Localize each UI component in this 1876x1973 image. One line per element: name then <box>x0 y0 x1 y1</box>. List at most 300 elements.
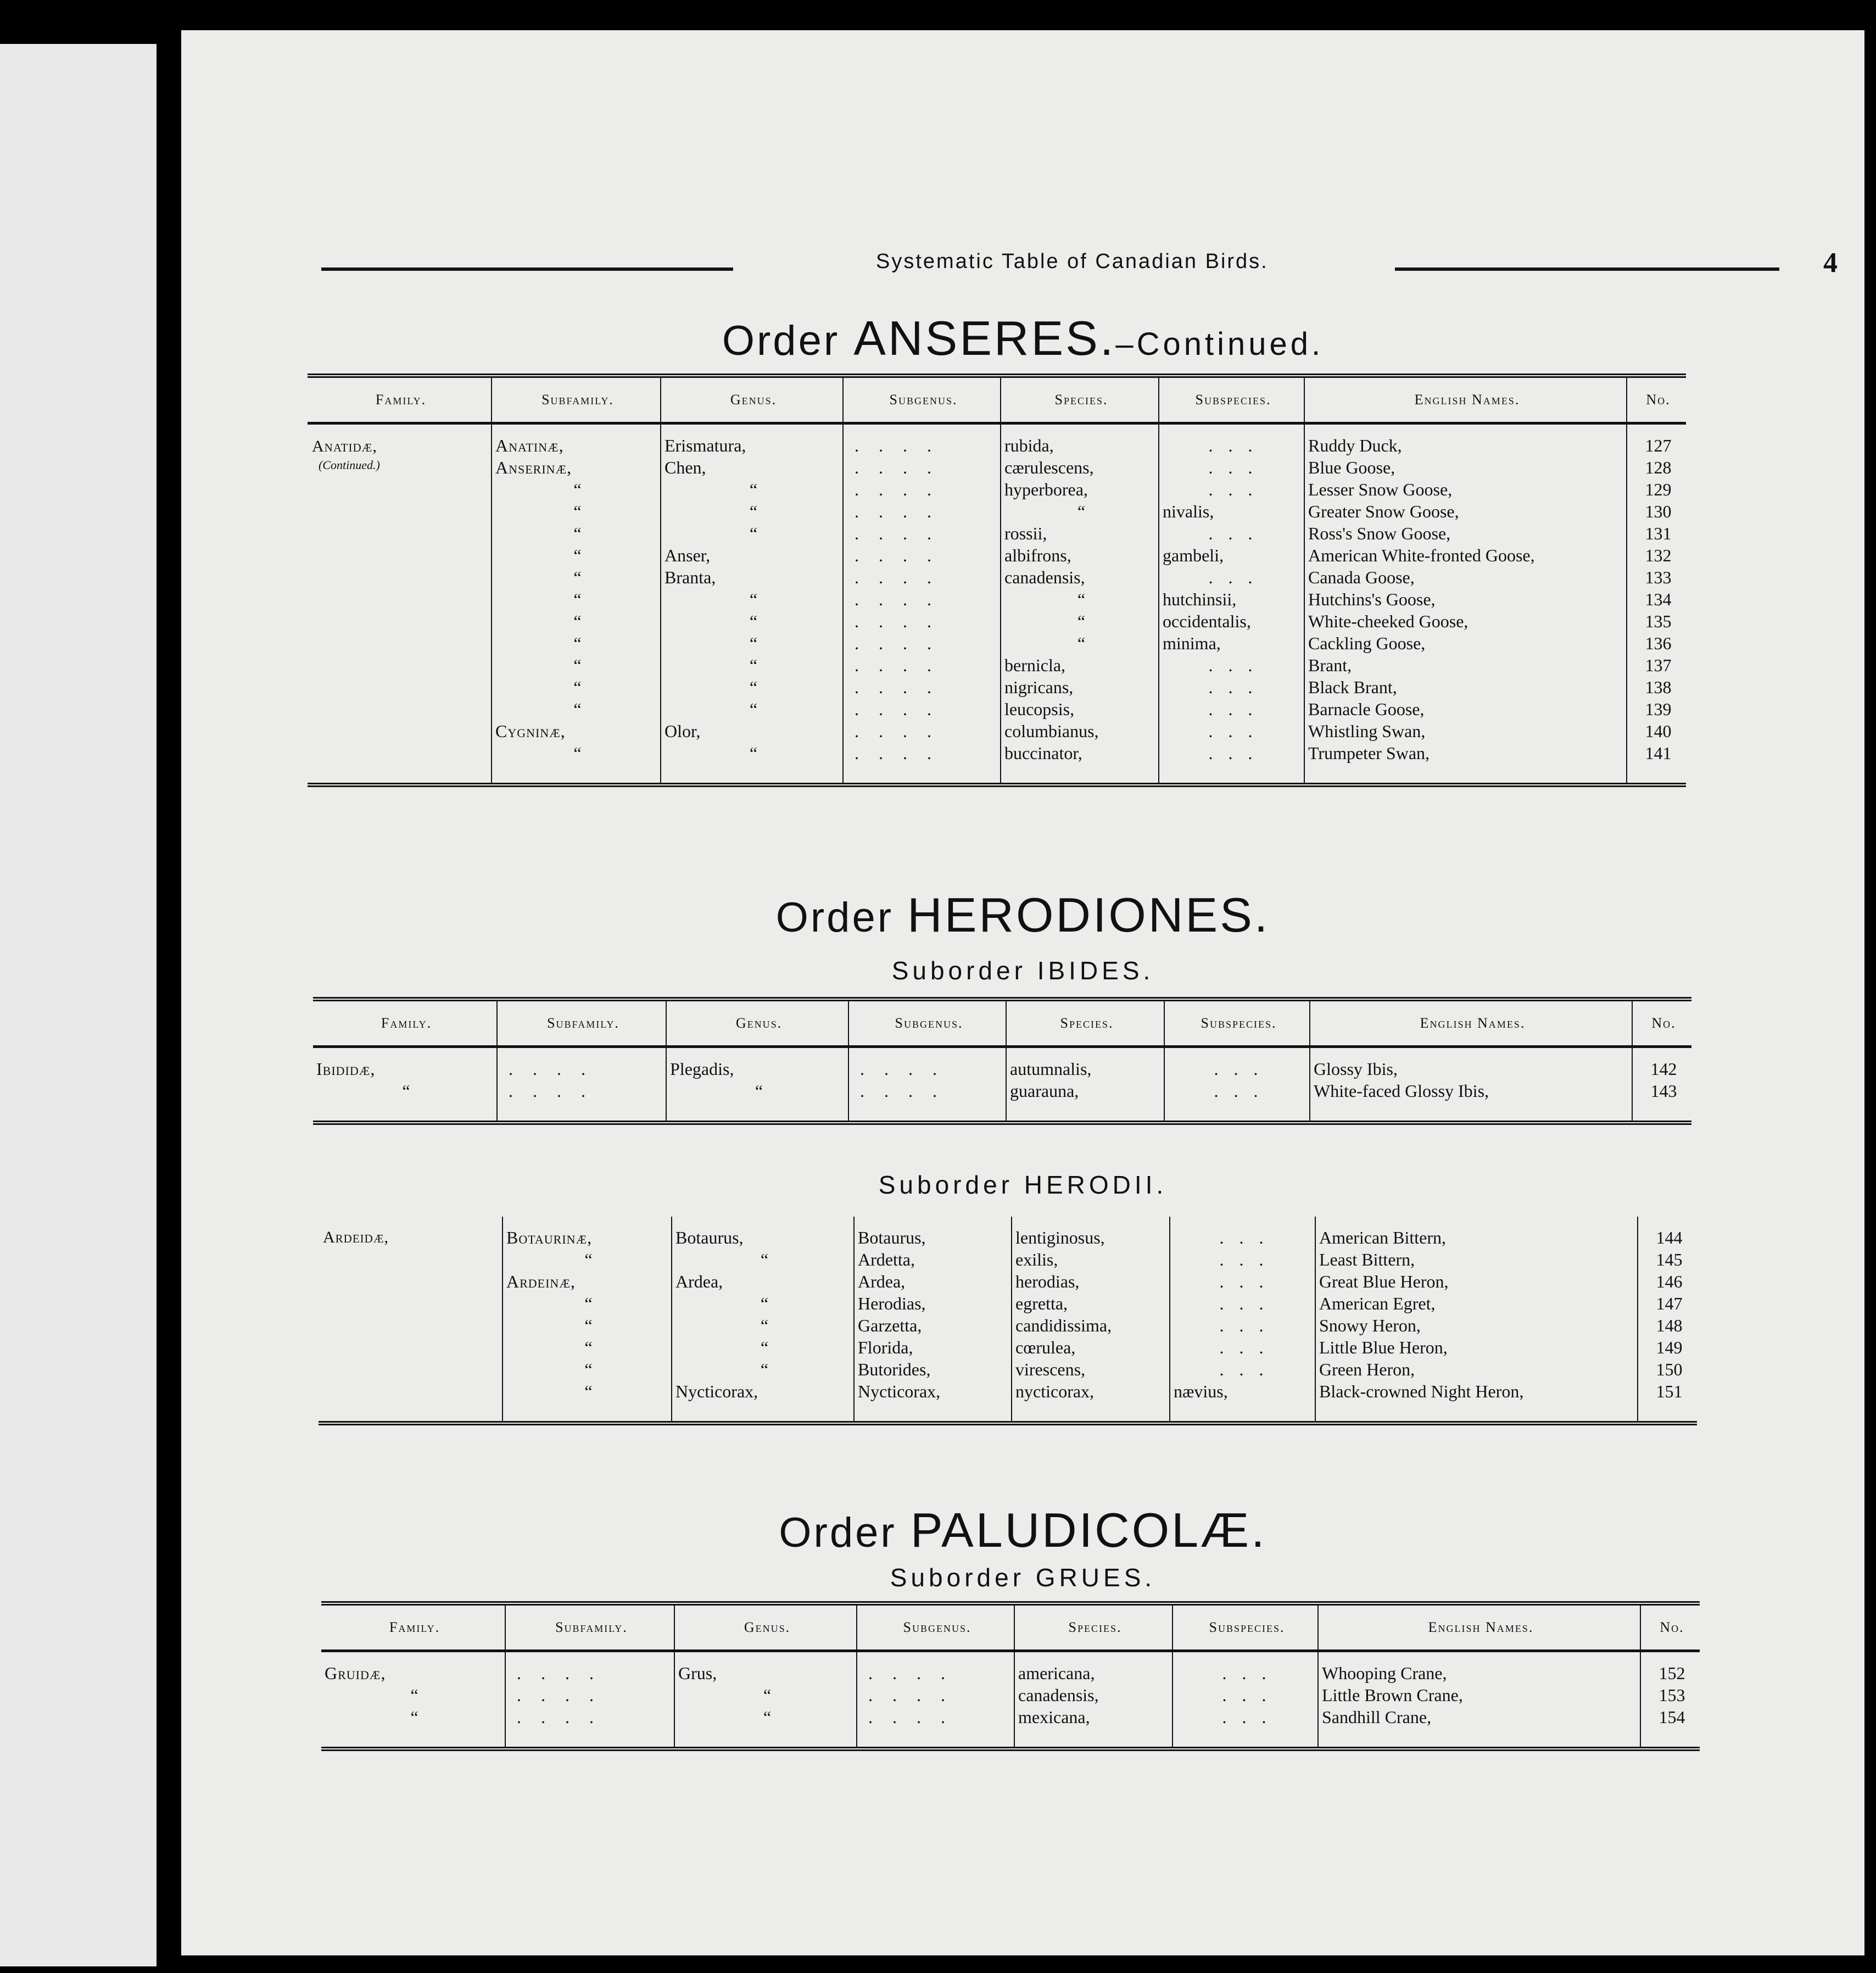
cell-subgenus: Butorides, <box>854 1358 1012 1380</box>
cell-subspecies: . . . <box>1170 1217 1315 1249</box>
cell-species: nycticorax, <box>1012 1380 1170 1423</box>
cell-subfamily: “ <box>492 588 661 610</box>
cell-family <box>308 500 492 522</box>
cell-subgenus: . . . . <box>843 654 1001 676</box>
cell-species: cærulescens, <box>1001 456 1159 478</box>
column-header-subspecies: Subspecies. <box>1173 1603 1318 1651</box>
cell-subspecies: . . . <box>1170 1292 1315 1314</box>
cell-subfamily: “ <box>492 610 661 632</box>
header-rule-left <box>321 267 733 271</box>
column-header-subfamily: Subfamily. <box>505 1603 674 1651</box>
cell-english-name: Black-crowned Night Heron, <box>1315 1380 1638 1423</box>
column-header-species: Species. <box>1014 1603 1173 1651</box>
cell-subspecies: . . . <box>1159 698 1304 720</box>
column-header-subgenus: Subgenus. <box>843 376 1001 423</box>
cell-subspecies: . . . <box>1170 1358 1315 1380</box>
cell-genus: “ <box>661 742 843 785</box>
cell-family <box>308 544 492 566</box>
cell-subspecies: nævius, <box>1170 1380 1315 1423</box>
column-header-subgenus: Subgenus. <box>848 999 1006 1047</box>
cell-species: nigricans, <box>1001 676 1159 698</box>
cell-subgenus: . . . . <box>843 423 1001 457</box>
column-header-number: No. <box>1640 1603 1700 1651</box>
anseres-table <box>308 374 1686 787</box>
table-row <box>319 1358 1697 1380</box>
cell-subgenus: . . . . <box>843 588 1001 610</box>
table-row <box>319 1270 1697 1292</box>
column-header-subgenus: Subgenus. <box>857 1603 1014 1651</box>
cell-subgenus: Herodias, <box>854 1292 1012 1314</box>
cell-subgenus: . . . . <box>848 1047 1006 1080</box>
cell-species: virescens, <box>1012 1358 1170 1380</box>
ibides-table <box>313 997 1691 1125</box>
cell-genus: “ <box>661 478 843 500</box>
running-header-title: Systematic Table of Canadian Birds. <box>876 250 1269 273</box>
cell-english-name: Green Heron, <box>1315 1358 1638 1380</box>
cell-genus: “ <box>661 698 843 720</box>
cell-subspecies: . . . <box>1170 1314 1315 1336</box>
order-heading-herodiones <box>181 887 1864 943</box>
cell-family <box>308 720 492 742</box>
table-row <box>308 742 1686 785</box>
cell-family <box>319 1358 503 1380</box>
cell-subspecies: gambeli, <box>1159 544 1304 566</box>
cell-subfamily: “ <box>503 1292 672 1314</box>
cell-number: 148 <box>1638 1314 1697 1336</box>
cell-genus: Chen, <box>661 456 843 478</box>
cell-subgenus: Nycticorax, <box>854 1380 1012 1423</box>
page <box>181 30 1864 1955</box>
cell-subfamily: “ <box>492 676 661 698</box>
cell-genus: “ <box>672 1292 854 1314</box>
cell-subfamily: Anatinæ, <box>492 423 661 457</box>
cell-subgenus: . . . . <box>843 676 1001 698</box>
table-row <box>313 1080 1691 1123</box>
cell-subspecies: . . . <box>1159 654 1304 676</box>
cell-species: hyperborea, <box>1001 478 1159 500</box>
cell-subspecies: . . . <box>1173 1706 1318 1749</box>
column-header-genus: Genus. <box>666 999 848 1047</box>
table-row <box>319 1217 1697 1249</box>
cell-subspecies: . . . <box>1170 1336 1315 1358</box>
cell-subfamily: “ <box>503 1314 672 1336</box>
cell-subgenus: . . . . <box>843 500 1001 522</box>
cell-species: mexicana, <box>1014 1706 1173 1749</box>
cell-subfamily: “ <box>492 478 661 500</box>
cell-subspecies: . . . <box>1170 1270 1315 1292</box>
cell-number: 140 <box>1627 720 1686 742</box>
cell-number: 154 <box>1640 1706 1700 1749</box>
cell-subfamily: . . . . <box>497 1080 666 1123</box>
cell-genus: Anser, <box>661 544 843 566</box>
cell-subfamily: “ <box>503 1380 672 1423</box>
cell-subfamily: . . . . <box>497 1047 666 1080</box>
column-header-subfamily: Subfamily. <box>497 999 666 1047</box>
cell-english-name: Lesser Snow Goose, <box>1304 478 1627 500</box>
cell-english-name: Great Blue Heron, <box>1315 1270 1638 1292</box>
cell-species: americana, <box>1014 1651 1173 1685</box>
cell-genus: “ <box>672 1336 854 1358</box>
cell-family: “ <box>410 1685 419 1705</box>
column-header-family: Family. <box>313 999 497 1047</box>
cell-english-name: Ruddy Duck, <box>1304 423 1627 457</box>
column-header-family: Family. <box>321 1603 505 1651</box>
cell-subfamily: “ <box>492 544 661 566</box>
cell-subgenus: . . . . <box>843 742 1001 785</box>
cell-subspecies: . . . <box>1159 676 1304 698</box>
cell-english-name: Least Bittern, <box>1315 1249 1638 1270</box>
facing-page-edge <box>0 44 157 1966</box>
cell-number: 134 <box>1627 588 1686 610</box>
cell-genus: “ <box>666 1080 848 1123</box>
order-heading-paludicolae <box>181 1502 1864 1558</box>
cell-species: lentiginosus, <box>1012 1217 1170 1249</box>
cell-family <box>319 1380 503 1423</box>
cell-subspecies: . . . <box>1173 1684 1318 1706</box>
cell-subspecies: . . . <box>1164 1047 1310 1080</box>
cell-genus: Plegadis, <box>666 1047 848 1080</box>
cell-english-name: Cackling Goose, <box>1304 632 1627 654</box>
cell-number: 147 <box>1638 1292 1697 1314</box>
cell-subfamily: Anserinæ, <box>492 456 661 478</box>
cell-english-name: Blue Goose, <box>1304 456 1627 478</box>
cell-species: canadensis, <box>1001 566 1159 588</box>
cell-family <box>308 566 492 588</box>
column-header-family: Family. <box>308 376 492 423</box>
cell-genus: “ <box>674 1684 857 1706</box>
cell-species: albifrons, <box>1001 544 1159 566</box>
order-label: Order <box>775 894 894 941</box>
table-row <box>308 632 1686 654</box>
cell-subspecies: occidentalis, <box>1159 610 1304 632</box>
table-row <box>319 1336 1697 1358</box>
cell-species: rubida, <box>1001 423 1159 457</box>
cell-subgenus: . . . . <box>843 544 1001 566</box>
cell-number: 135 <box>1627 610 1686 632</box>
cell-english-name: Sandhill Crane, <box>1318 1706 1640 1749</box>
cell-genus: Ardea, <box>672 1270 854 1292</box>
cell-english-name: Whistling Swan, <box>1304 720 1627 742</box>
cell-subgenus: . . . . <box>843 522 1001 544</box>
cell-english-name: Ross's Snow Goose, <box>1304 522 1627 544</box>
table-row <box>319 1314 1697 1336</box>
table-row <box>308 500 1686 522</box>
cell-subgenus: Ardea, <box>854 1270 1012 1292</box>
table-row <box>308 423 1686 457</box>
cell-subfamily: “ <box>492 500 661 522</box>
cell-subspecies: . . . <box>1159 423 1304 457</box>
cell-number: 143 <box>1632 1080 1691 1123</box>
cell-genus: Olor, <box>661 720 843 742</box>
cell-family: Gruidæ, <box>325 1663 386 1683</box>
cell-family <box>308 654 492 676</box>
cell-family: “ <box>321 1706 505 1749</box>
cell-subfamily: . . . . <box>505 1651 674 1685</box>
cell-family <box>308 478 492 500</box>
cell-subgenus: . . . . <box>843 566 1001 588</box>
cell-subgenus: Botaurus, <box>854 1217 1012 1249</box>
cell-number: 130 <box>1627 500 1686 522</box>
column-header-number: No. <box>1632 999 1691 1047</box>
table-row <box>308 610 1686 632</box>
cell-english-name: Whooping Crane, <box>1318 1651 1640 1685</box>
cell-genus: Grus, <box>674 1651 857 1685</box>
cell-subgenus: . . . . <box>857 1651 1014 1685</box>
cell-subspecies: hutchinsii, <box>1159 588 1304 610</box>
family-label: Anatidæ, <box>312 437 377 456</box>
cell-genus: “ <box>661 588 843 610</box>
cell-family: “ <box>313 1080 497 1123</box>
column-header-genus: Genus. <box>661 376 843 423</box>
order-name: PALUDICOLÆ. <box>910 1503 1267 1557</box>
column-header-subfamily: Subfamily. <box>492 376 661 423</box>
cell-english-name: Brant, <box>1304 654 1627 676</box>
column-header-english-name: English Names. <box>1318 1603 1640 1651</box>
cell-species: egretta, <box>1012 1292 1170 1314</box>
cell-subgenus: . . . . <box>857 1706 1014 1749</box>
cell-number: 136 <box>1627 632 1686 654</box>
cell-subspecies: . . . <box>1170 1249 1315 1270</box>
cell-english-name: Little Blue Heron, <box>1315 1336 1638 1358</box>
cell-english-name: White-faced Glossy Ibis, <box>1310 1080 1632 1123</box>
cell-number: 145 <box>1638 1249 1697 1270</box>
cell-number: 141 <box>1627 742 1686 785</box>
column-header-english-name: English Names. <box>1304 376 1627 423</box>
cell-genus: Erismatura, <box>661 423 843 457</box>
table-row <box>308 676 1686 698</box>
column-header-genus: Genus. <box>674 1603 857 1651</box>
cell-species: guarauna, <box>1006 1080 1164 1123</box>
cell-number: 152 <box>1640 1651 1700 1685</box>
cell-subgenus: . . . . <box>843 456 1001 478</box>
column-header-species: Species. <box>1006 999 1164 1047</box>
cell-number: 133 <box>1627 566 1686 588</box>
cell-english-name: American Egret, <box>1315 1292 1638 1314</box>
cell-family <box>308 632 492 654</box>
cell-family: Ibididæ, <box>316 1059 376 1079</box>
column-header-species: Species. <box>1001 376 1159 423</box>
table-row <box>321 1706 1700 1749</box>
cell-subfamily: “ <box>492 654 661 676</box>
cell-subfamily: Ardeinæ, <box>503 1270 672 1292</box>
table-row <box>319 1292 1697 1314</box>
cell-genus: “ <box>674 1706 857 1749</box>
cell-genus: Branta, <box>661 566 843 588</box>
cell-species: exilis, <box>1012 1249 1170 1270</box>
cell-number: 151 <box>1638 1380 1697 1423</box>
table-row <box>308 478 1686 500</box>
herodii-table <box>319 1217 1697 1425</box>
cell-number: 132 <box>1627 544 1686 566</box>
cell-english-name: Black Brant, <box>1304 676 1627 698</box>
cell-subfamily: “ <box>503 1249 672 1270</box>
cell-species: bernicla, <box>1001 654 1159 676</box>
cell-genus: “ <box>661 500 843 522</box>
cell-species: “ <box>1001 500 1159 522</box>
suborder-heading-herodii: Suborder HERODII. <box>878 1171 1168 1199</box>
cell-genus: “ <box>661 632 843 654</box>
cell-number: 150 <box>1638 1358 1697 1380</box>
cell-subgenus: Garzetta, <box>854 1314 1012 1336</box>
cell-subspecies: . . . <box>1159 720 1304 742</box>
cell-subfamily: “ <box>503 1336 672 1358</box>
cell-number: 137 <box>1627 654 1686 676</box>
cell-subspecies: minima, <box>1159 632 1304 654</box>
cell-genus: Nycticorax, <box>672 1380 854 1423</box>
cell-family <box>308 522 492 544</box>
cell-family <box>319 1270 503 1292</box>
cell-number: 129 <box>1627 478 1686 500</box>
cell-subgenus: . . . . <box>843 478 1001 500</box>
column-header-number: No. <box>1627 376 1686 423</box>
cell-english-name: American Bittern, <box>1315 1217 1638 1249</box>
cell-subgenus: Ardetta, <box>854 1249 1012 1270</box>
cell-english-name: Trumpeter Swan, <box>1304 742 1627 785</box>
suborder-heading-ibides: Suborder IBIDES. <box>891 956 1154 985</box>
cell-number: 127 <box>1627 423 1686 457</box>
cell-family <box>319 1336 503 1358</box>
cell-english-name: Little Brown Crane, <box>1318 1684 1640 1706</box>
cell-subspecies: . . . <box>1159 478 1304 500</box>
order-label: Order <box>779 1509 897 1556</box>
cell-subgenus: . . . . <box>843 610 1001 632</box>
cell-family <box>308 610 492 632</box>
cell-species: “ <box>1001 588 1159 610</box>
cell-species: cœrulea, <box>1012 1336 1170 1358</box>
table-row <box>321 1684 1700 1706</box>
family-label: Ardeidæ, <box>323 1228 389 1247</box>
cell-genus: “ <box>672 1314 854 1336</box>
cell-subgenus: Florida, <box>854 1336 1012 1358</box>
cell-subgenus: . . . . <box>843 632 1001 654</box>
table-row <box>321 1651 1700 1685</box>
table-row <box>313 1047 1691 1080</box>
cell-genus: “ <box>661 610 843 632</box>
table-row <box>308 544 1686 566</box>
cell-family <box>319 1249 503 1270</box>
cell-number: 128 <box>1627 456 1686 478</box>
cell-number: 144 <box>1638 1217 1697 1249</box>
cell-number: 139 <box>1627 698 1686 720</box>
cell-family <box>319 1292 503 1314</box>
cell-subgenus: . . . . <box>843 720 1001 742</box>
cell-family <box>319 1314 503 1336</box>
cell-subspecies: . . . <box>1159 566 1304 588</box>
cell-subspecies: . . . <box>1159 456 1304 478</box>
cell-genus: “ <box>661 676 843 698</box>
cell-subfamily: . . . . <box>505 1684 674 1706</box>
cell-subspecies: . . . <box>1164 1080 1310 1123</box>
cell-english-name: White-cheeked Goose, <box>1304 610 1627 632</box>
table-row <box>308 522 1686 544</box>
cell-genus: “ <box>661 522 843 544</box>
cell-subspecies: . . . <box>1159 742 1304 785</box>
cell-species: herodias, <box>1012 1270 1170 1292</box>
cell-number: 149 <box>1638 1336 1697 1358</box>
order-name: HERODIONES. <box>907 888 1270 942</box>
suborder-heading-grues: Suborder GRUES. <box>890 1563 1156 1592</box>
cell-species: buccinator, <box>1001 742 1159 785</box>
cell-family <box>308 698 492 720</box>
family-note: (Continued.) <box>319 458 380 472</box>
cell-subgenus: . . . . <box>843 698 1001 720</box>
table-row <box>308 566 1686 588</box>
cell-species: rossii, <box>1001 522 1159 544</box>
cell-number: 131 <box>1627 522 1686 544</box>
cell-subfamily: . . . . <box>505 1706 674 1749</box>
cell-english-name: Canada Goose, <box>1304 566 1627 588</box>
cell-species: “ <box>1001 632 1159 654</box>
cell-family <box>308 588 492 610</box>
cell-english-name: Hutchins's Goose, <box>1304 588 1627 610</box>
running-header <box>321 247 1838 288</box>
table-row <box>319 1249 1697 1270</box>
cell-species: columbianus, <box>1001 720 1159 742</box>
table-row <box>308 720 1686 742</box>
column-header-english-name: English Names. <box>1310 999 1632 1047</box>
cell-subfamily: “ <box>492 522 661 544</box>
cell-subfamily: Cygninæ, <box>492 720 661 742</box>
cell-number: 138 <box>1627 676 1686 698</box>
cell-subfamily: Botaurinæ, <box>503 1217 672 1249</box>
cell-number: 153 <box>1640 1684 1700 1706</box>
cell-species: candidissima, <box>1012 1314 1170 1336</box>
cell-genus: “ <box>661 654 843 676</box>
cell-species: “ <box>1001 610 1159 632</box>
cell-subspecies: nivalis, <box>1159 500 1304 522</box>
cell-subspecies: . . . <box>1173 1651 1318 1685</box>
table-row <box>319 1380 1697 1423</box>
cell-genus: “ <box>672 1249 854 1270</box>
grues-table <box>321 1601 1700 1751</box>
cell-subfamily: “ <box>492 566 661 588</box>
cell-english-name: Glossy Ibis, <box>1310 1047 1632 1080</box>
table-row <box>308 588 1686 610</box>
cell-family <box>308 676 492 698</box>
table-row <box>308 654 1686 676</box>
cell-number: 146 <box>1638 1270 1697 1292</box>
order-label: Order <box>722 317 840 364</box>
cell-english-name: Barnacle Goose, <box>1304 698 1627 720</box>
cell-genus: “ <box>672 1358 854 1380</box>
cell-subgenus: . . . . <box>848 1080 1006 1123</box>
header-rule-right <box>1395 267 1779 271</box>
cell-english-name: Greater Snow Goose, <box>1304 500 1627 522</box>
cell-number: 142 <box>1632 1047 1691 1080</box>
cell-species: canadensis, <box>1014 1684 1173 1706</box>
order-name: ANSERES. <box>853 311 1116 365</box>
cell-subfamily: “ <box>492 742 661 785</box>
table-row <box>308 456 1686 478</box>
order-suffix: –Continued. <box>1115 326 1324 362</box>
cell-genus: Botaurus, <box>672 1217 854 1249</box>
cell-species: autumnalis, <box>1006 1047 1164 1080</box>
cell-english-name: Snowy Heron, <box>1315 1314 1638 1336</box>
order-heading-anseres <box>181 310 1864 366</box>
cell-family <box>308 742 492 785</box>
cell-species: leucopsis, <box>1001 698 1159 720</box>
cell-english-name: American White-fronted Goose, <box>1304 544 1627 566</box>
cell-subfamily: “ <box>492 698 661 720</box>
cell-subspecies: . . . <box>1159 522 1304 544</box>
table-row <box>308 698 1686 720</box>
column-header-subspecies: Subspecies. <box>1159 376 1304 423</box>
cell-subfamily: “ <box>503 1358 672 1380</box>
cell-subgenus: . . . . <box>857 1684 1014 1706</box>
column-header-subspecies: Subspecies. <box>1164 999 1310 1047</box>
cell-subfamily: “ <box>492 632 661 654</box>
page-number: 4 <box>1823 247 1838 278</box>
